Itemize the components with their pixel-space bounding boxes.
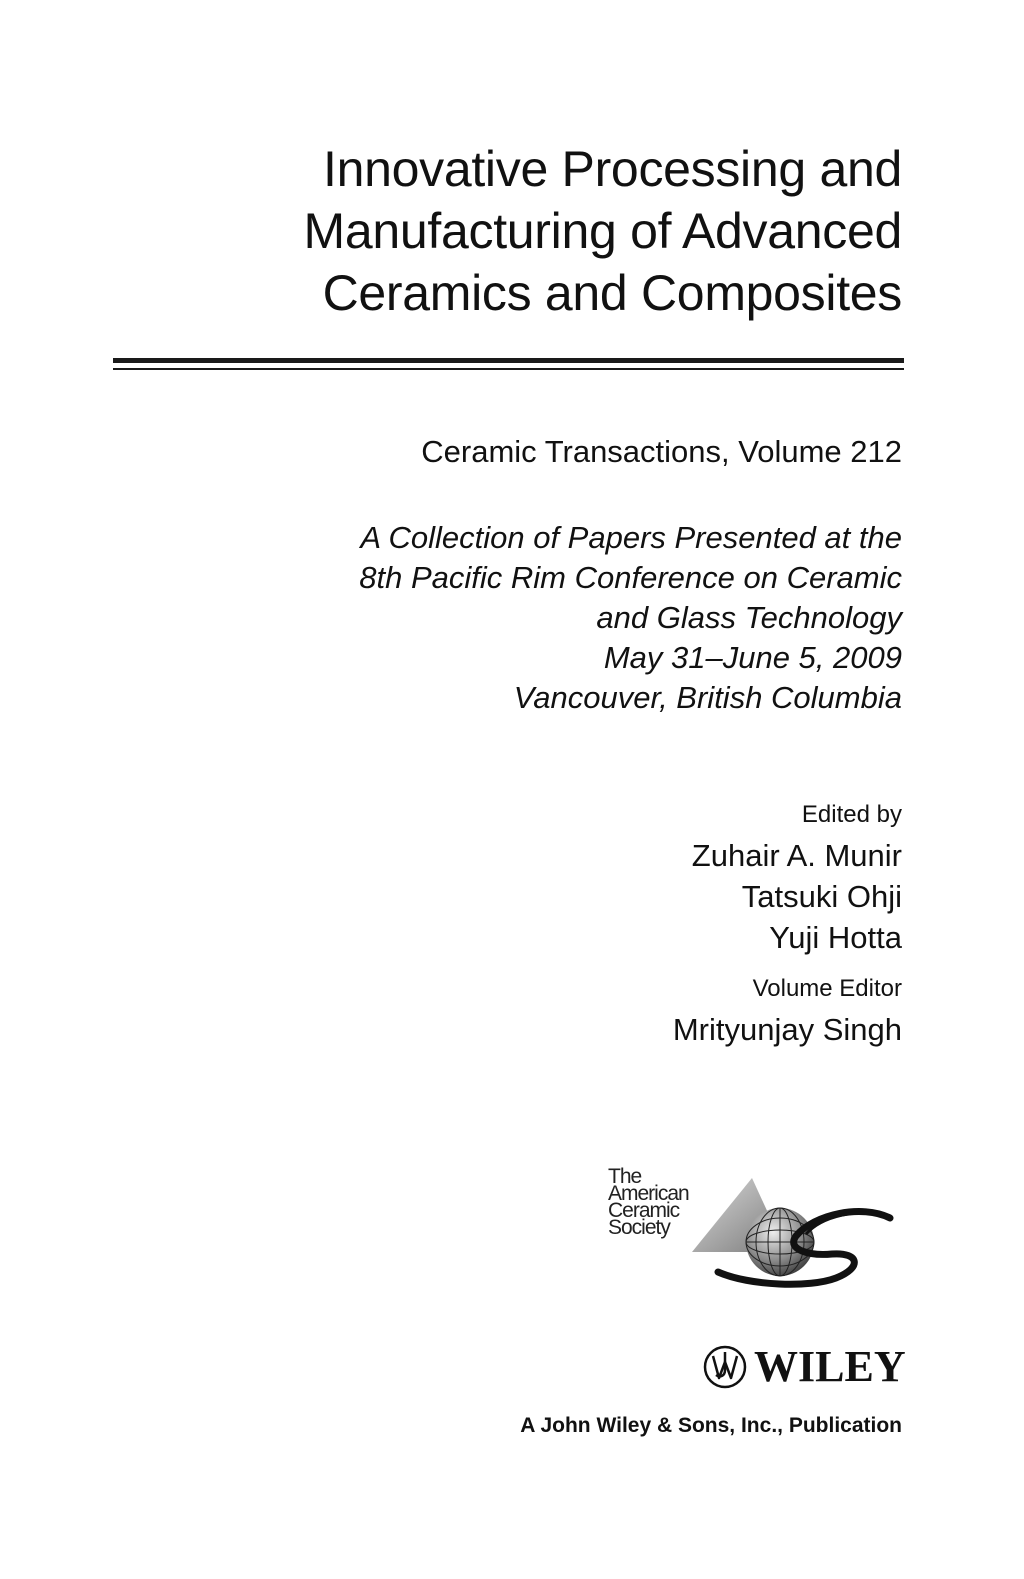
acers-wordmark-line: Ceramic [608,1199,680,1222]
book-title-line: Ceramics and Composites [322,265,902,321]
editor-name: Zuhair A. Munir [691,838,902,873]
conference-line: A Collection of Papers Presented at the [360,520,902,555]
wiley-wordmark: WILEY [754,1342,906,1391]
conference-dates: May 31–June 5, 2009 [603,640,902,675]
edited-by-label: Edited by [801,801,902,828]
editor-list [692,835,902,958]
book-title-line: Innovative Processing and [323,141,902,197]
volume-editor-name: Mrityunjay Singh [672,1012,902,1047]
acers-wordmark-line: Society [608,1216,670,1239]
conference-line: and Glass Technology [596,600,902,635]
title-rule-thin [113,368,904,370]
publisher-line: A John Wiley & Sons, Inc., Publication [520,1414,902,1437]
title-rule-thick [113,358,904,363]
conference-line: 8th Pacific Rim Conference on Ceramic [359,560,902,595]
acers-logo [600,1160,900,1290]
editor-name: Yuji Hotta [769,920,902,955]
conference-location: Vancouver, British Columbia [513,680,902,715]
editor-name: Tatsuki Ohji [741,879,902,914]
acers-wordmark-line: American [608,1182,689,1205]
conference-description [359,518,902,718]
wiley-jw-monogram-icon [702,1344,748,1390]
book-title [122,138,902,324]
volume-editor-label: Volume Editor [752,975,902,1002]
acers-wordmark [608,1165,689,1239]
book-title-line: Manufacturing of Advanced [303,203,902,259]
wiley-logo [702,1342,906,1392]
acers-wordmark-line: The [608,1165,642,1188]
series-volume: Ceramic Transactions, Volume 212 [421,434,902,469]
